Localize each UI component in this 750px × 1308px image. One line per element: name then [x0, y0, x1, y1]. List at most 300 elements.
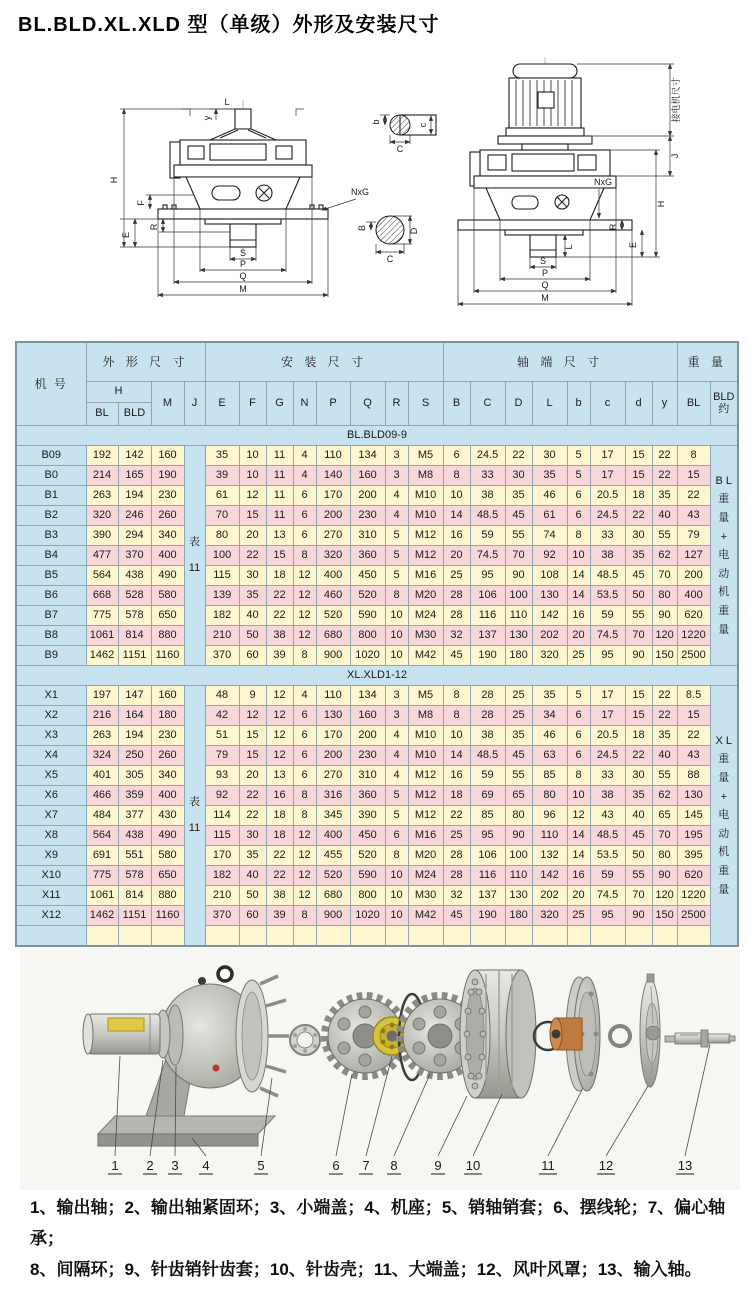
table-cell: 16 — [443, 766, 470, 786]
table-cell: 1160 — [151, 646, 184, 666]
table-weight-note-cell: X L 重 量 + 电 动 机 重 量 — [710, 686, 738, 947]
table-cell — [532, 926, 567, 947]
table-cell: 40 — [239, 606, 266, 626]
table-cell: B0 — [16, 466, 86, 486]
table-cell: 110 — [505, 866, 532, 886]
table-cell: 22 — [266, 846, 293, 866]
dim-label-motor-right: 接电机尺寸 — [671, 77, 681, 123]
table-cell: 1160 — [151, 906, 184, 926]
header-outline-dims: 外 形 尺 寸 — [86, 342, 205, 382]
table-cell: 340 — [151, 526, 184, 546]
table-cell: 466 — [86, 786, 118, 806]
table-row — [16, 566, 738, 586]
table-cell: 30 — [239, 826, 266, 846]
table-cell — [470, 926, 505, 947]
table-cell: 130 — [316, 706, 350, 726]
table-cell: 20 — [443, 546, 470, 566]
table-cell: 108 — [532, 566, 567, 586]
header-b: B — [443, 382, 470, 426]
header-f: F — [239, 382, 266, 426]
table-cell: 320 — [532, 906, 567, 926]
dim-label-q-right: Q — [541, 280, 549, 290]
table-cell: 35 — [625, 546, 652, 566]
dim-label-q-left: Q — [239, 271, 247, 281]
table-cell: 270 — [316, 766, 350, 786]
table-cell: 12 — [239, 706, 266, 726]
table-cell: M42 — [408, 906, 443, 926]
table-cell: 5 — [385, 786, 408, 806]
part-number-10: 10 — [465, 1158, 481, 1173]
table-cell: 202 — [532, 886, 567, 906]
table-cell: 50 — [239, 886, 266, 906]
table-cell — [316, 926, 350, 947]
table-cell: 18 — [625, 726, 652, 746]
part-bearing — [290, 1025, 320, 1055]
table-cell: 5 — [567, 466, 590, 486]
dim-label-d-cap: D — [409, 227, 419, 235]
table-cell: 28 — [470, 686, 505, 706]
table-cell: 10 — [385, 866, 408, 886]
table-cell: 15 — [625, 466, 652, 486]
table-cell: 28 — [443, 586, 470, 606]
table-cell: 230 — [350, 746, 385, 766]
table-cell: M12 — [408, 766, 443, 786]
table-cell: 170 — [316, 486, 350, 506]
table-cell: 400 — [316, 566, 350, 586]
table-row — [16, 706, 738, 726]
table-j-note-cell: 表 11 — [184, 686, 205, 947]
table-cell: 16 — [443, 526, 470, 546]
table-cell: M8 — [408, 466, 443, 486]
table-cell: 800 — [350, 886, 385, 906]
table-cell: 900 — [316, 906, 350, 926]
dim-label-l-left: L — [224, 97, 230, 107]
table-cell: 800 — [350, 626, 385, 646]
table-cell: 100 — [505, 586, 532, 606]
table-cell: 69 — [470, 786, 505, 806]
table-row — [16, 926, 738, 947]
table-cell: 310 — [350, 766, 385, 786]
table-cell: 48.5 — [470, 506, 505, 526]
table-row — [16, 786, 738, 806]
header-y-lower: y — [652, 382, 677, 426]
table-cell: X4 — [16, 746, 86, 766]
table-cell: 4 — [385, 486, 408, 506]
table-cell: 5 — [567, 446, 590, 466]
table-cell: 10 — [385, 606, 408, 626]
table-cell: 528 — [118, 586, 151, 606]
table-cell: 45 — [443, 906, 470, 926]
table-cell: 8 — [293, 546, 316, 566]
dim-label-m-left: M — [239, 284, 247, 294]
table-cell: 564 — [86, 826, 118, 846]
table-cell: 116 — [470, 606, 505, 626]
table-cell: 35 — [239, 846, 266, 866]
header-weight-bld — [710, 382, 738, 426]
table-cell: 59 — [590, 606, 625, 626]
table-j-note-cell: 表 11 — [184, 446, 205, 666]
table-cell: 197 — [86, 686, 118, 706]
table-cell: 194 — [118, 726, 151, 746]
table-cell: 35 — [532, 466, 567, 486]
table-cell: 142 — [118, 446, 151, 466]
gearbox-drawing-right — [458, 57, 681, 306]
table-cell: 110 — [505, 606, 532, 626]
table-cell: 13 — [266, 766, 293, 786]
table-cell: 310 — [350, 526, 385, 546]
table-cell — [16, 926, 86, 947]
header-m: M — [151, 382, 184, 426]
table-cell: 6 — [443, 446, 470, 466]
table-cell: 142 — [532, 866, 567, 886]
dim-label-h-left: H — [109, 176, 119, 184]
table-cell: 61 — [205, 486, 239, 506]
table-cell: 139 — [205, 586, 239, 606]
table-row — [16, 686, 738, 706]
header-mounting-dims: 安 装 尺 寸 — [205, 342, 443, 382]
table-cell: 10 — [385, 626, 408, 646]
table-cell: 142 — [532, 606, 567, 626]
table-cell: 200 — [316, 746, 350, 766]
table-cell: 85 — [470, 806, 505, 826]
table-cell: 25 — [443, 566, 470, 586]
table-cell: 775 — [86, 606, 118, 626]
table-cell: 20.5 — [590, 486, 625, 506]
header-b-lower: b — [567, 382, 590, 426]
table-cell: 28 — [443, 846, 470, 866]
header-p: P — [316, 382, 350, 426]
table-cell: 22 — [266, 866, 293, 886]
table-cell: 59 — [470, 526, 505, 546]
table-cell — [86, 926, 118, 947]
table-cell: 59 — [470, 766, 505, 786]
table-cell: 43 — [677, 506, 710, 526]
table-cell: 22 — [266, 606, 293, 626]
table-cell: M12 — [408, 806, 443, 826]
table-cell: 1220 — [677, 626, 710, 646]
table-cell: 22 — [625, 506, 652, 526]
table-cell: 62 — [652, 546, 677, 566]
table-cell: 22 — [239, 806, 266, 826]
table-cell: 74 — [532, 526, 567, 546]
table-cell: 450 — [350, 826, 385, 846]
table-cell: 200 — [350, 486, 385, 506]
part-number-8: 8 — [390, 1158, 398, 1173]
table-cell: 30 — [239, 566, 266, 586]
shaft-key-detail-top — [371, 115, 436, 154]
table-row — [16, 526, 738, 546]
table-cell: 12 — [266, 746, 293, 766]
table-cell: 53.5 — [590, 846, 625, 866]
table-cell: 8.5 — [677, 686, 710, 706]
table-cell: 24.5 — [590, 506, 625, 526]
table-cell: 5 — [385, 566, 408, 586]
table-cell: 1020 — [350, 906, 385, 926]
table-cell: 20 — [239, 526, 266, 546]
table-cell: 320 — [316, 546, 350, 566]
table-cell: 182 — [205, 866, 239, 886]
table-cell: 28 — [470, 706, 505, 726]
table-cell: 6 — [567, 506, 590, 526]
table-cell: 316 — [316, 786, 350, 806]
table-row — [16, 806, 738, 826]
table-cell: 115 — [205, 826, 239, 846]
table-cell: 90 — [652, 866, 677, 886]
dimensions-table — [15, 341, 739, 947]
table-cell: 263 — [86, 726, 118, 746]
table-cell: 24.5 — [590, 746, 625, 766]
table-cell: 20 — [567, 886, 590, 906]
table-cell: 305 — [118, 766, 151, 786]
part-number-4: 4 — [202, 1158, 210, 1173]
table-cell: 340 — [151, 766, 184, 786]
table-cell: 90 — [505, 566, 532, 586]
table-cell: 145 — [677, 806, 710, 826]
table-cell: 90 — [652, 606, 677, 626]
table-cell — [205, 926, 239, 947]
table-cell: 65 — [652, 806, 677, 826]
table-cell: M12 — [408, 546, 443, 566]
table-weight-note-cell: B L 重 量 + 电 动 机 重 量 — [710, 446, 738, 666]
table-cell: 65 — [505, 786, 532, 806]
table-cell: 43 — [590, 806, 625, 826]
header-c-lower: c — [590, 382, 625, 426]
header-l: L — [532, 382, 567, 426]
end-cover-hub — [550, 1018, 582, 1050]
table-cell: 92 — [532, 546, 567, 566]
table-cell: 490 — [151, 826, 184, 846]
table-cell: 130 — [505, 626, 532, 646]
table-cell: 15 — [625, 686, 652, 706]
table-cell: 32 — [443, 886, 470, 906]
table-cell: 520 — [350, 846, 385, 866]
table-row — [16, 646, 738, 666]
table-cell: 150 — [652, 646, 677, 666]
table-cell: 10 — [443, 726, 470, 746]
table-cell: 39 — [266, 646, 293, 666]
table-cell: 38 — [266, 626, 293, 646]
table-cell: 55 — [652, 766, 677, 786]
table-row — [16, 466, 738, 486]
table-cell: 20 — [239, 766, 266, 786]
table-cell: 35 — [652, 726, 677, 746]
table-cell: 35 — [505, 486, 532, 506]
table-cell: X8 — [16, 826, 86, 846]
table-cell: 25 — [567, 906, 590, 926]
table-cell: 25 — [505, 706, 532, 726]
table-cell: 4 — [385, 726, 408, 746]
table-cell: 25 — [505, 686, 532, 706]
table-cell: 484 — [86, 806, 118, 826]
table-cell: 270 — [316, 526, 350, 546]
header-c: C — [470, 382, 505, 426]
header-n: N — [293, 382, 316, 426]
part-number-12: 12 — [598, 1158, 614, 1173]
table-cell: B2 — [16, 506, 86, 526]
table-cell: M10 — [408, 506, 443, 526]
table-section-label: BL.BLD09-9 — [16, 426, 738, 446]
table-cell: 360 — [350, 546, 385, 566]
table-cell: 80 — [505, 806, 532, 826]
table-section-row — [16, 426, 738, 446]
table-cell: 1462 — [86, 646, 118, 666]
table-cell: 182 — [205, 606, 239, 626]
header-weight-bld-line1: BLD — [713, 390, 735, 403]
table-cell: 33 — [590, 526, 625, 546]
table-cell: 260 — [151, 746, 184, 766]
table-cell: 12 — [293, 566, 316, 586]
table-cell: 95 — [590, 906, 625, 926]
table-row — [16, 826, 738, 846]
table-cell: 10 — [239, 446, 266, 466]
table-cell: 190 — [470, 906, 505, 926]
table-cell: B4 — [16, 546, 86, 566]
table-cell: 490 — [151, 566, 184, 586]
dimension-drawings — [60, 52, 740, 337]
dim-label-e-right: E — [628, 241, 638, 249]
header-h: H — [86, 382, 151, 403]
table-cell: 3 — [385, 446, 408, 466]
table-cell: 28 — [443, 866, 470, 886]
table-cell — [567, 926, 590, 947]
table-cell: 18 — [266, 566, 293, 586]
table-cell: 1462 — [86, 906, 118, 926]
table-row — [16, 486, 738, 506]
table-cell: 460 — [316, 586, 350, 606]
table-cell: 5 — [385, 526, 408, 546]
table-cell: 114 — [205, 806, 239, 826]
table-cell: 10 — [567, 546, 590, 566]
table-cell: 25 — [443, 826, 470, 846]
table-cell: 8 — [567, 766, 590, 786]
table-cell: 39 — [266, 906, 293, 926]
table-cell: 134 — [350, 446, 385, 466]
table-cell: X1 — [16, 686, 86, 706]
table-row — [16, 766, 738, 786]
table-cell: X3 — [16, 726, 86, 746]
dim-label-nxg-right: NxG — [594, 177, 612, 187]
table-cell: 70 — [205, 506, 239, 526]
table-row — [16, 846, 738, 866]
table-cell: 401 — [86, 766, 118, 786]
part-number-9: 9 — [434, 1158, 442, 1173]
table-cell: 40 — [239, 866, 266, 886]
table-cell: 160 — [350, 466, 385, 486]
table-cell: B3 — [16, 526, 86, 546]
part-number-1: 1 — [111, 1158, 119, 1173]
exploded-view-photo — [20, 948, 740, 1190]
dim-label-cc-bottom: C — [386, 254, 394, 264]
table-cell: 35 — [625, 786, 652, 806]
table-cell: 2500 — [677, 906, 710, 926]
table-cell: 46 — [532, 486, 567, 506]
table-cell: B6 — [16, 586, 86, 606]
table-cell: 38 — [470, 486, 505, 506]
table-cell: 578 — [118, 606, 151, 626]
table-cell: 10 — [385, 906, 408, 926]
table-cell: 3 — [385, 706, 408, 726]
table-cell: 45 — [505, 746, 532, 766]
table-cell: M20 — [408, 586, 443, 606]
table-cell: 15 — [266, 546, 293, 566]
table-cell: 210 — [205, 626, 239, 646]
table-cell: 16 — [266, 786, 293, 806]
table-cell: 110 — [316, 686, 350, 706]
table-cell: 578 — [118, 866, 151, 886]
table-cell: 8 — [677, 446, 710, 466]
part-number-13: 13 — [677, 1158, 693, 1173]
table-cell: 455 — [316, 846, 350, 866]
table-cell: 6 — [385, 826, 408, 846]
table-cell: 74.5 — [470, 546, 505, 566]
table-cell: 51 — [205, 726, 239, 746]
table-cell: 28 — [443, 606, 470, 626]
table-row — [16, 446, 738, 466]
table-cell: 650 — [151, 866, 184, 886]
table-cell: 6 — [567, 486, 590, 506]
part-number-11: 11 — [541, 1158, 555, 1173]
table-cell: X7 — [16, 806, 86, 826]
table-cell: 6 — [293, 526, 316, 546]
table-cell: 430 — [151, 806, 184, 826]
table-cell: 170 — [316, 726, 350, 746]
table-cell: 900 — [316, 646, 350, 666]
table-cell: 814 — [118, 626, 151, 646]
table-cell: M24 — [408, 606, 443, 626]
table-row — [16, 586, 738, 606]
table-cell: 6 — [293, 766, 316, 786]
table-cell: 5 — [385, 546, 408, 566]
table-cell: 45 — [625, 826, 652, 846]
table-cell: 8 — [293, 786, 316, 806]
part-number-5: 5 — [257, 1158, 265, 1173]
table-cell: 160 — [350, 706, 385, 726]
table-cell: 200 — [316, 506, 350, 526]
table-cell: 6 — [567, 746, 590, 766]
table-cell: 24.5 — [470, 446, 505, 466]
table-cell: 520 — [316, 606, 350, 626]
table-cell: M16 — [408, 826, 443, 846]
table-cell: X10 — [16, 866, 86, 886]
table-cell: 30 — [505, 466, 532, 486]
table-cell: 880 — [151, 886, 184, 906]
table-cell: 775 — [86, 866, 118, 886]
table-cell: 294 — [118, 526, 151, 546]
table-cell: M5 — [408, 446, 443, 466]
oil-sight-icon — [213, 1065, 220, 1072]
shaft-key-detail-bottom — [357, 216, 419, 264]
table-cell: 12 — [293, 626, 316, 646]
table-cell: M30 — [408, 626, 443, 646]
table-cell: 13 — [266, 526, 293, 546]
table-cell: 80 — [205, 526, 239, 546]
gearbox-drawing-left — [109, 97, 369, 297]
table-cell: 55 — [652, 526, 677, 546]
table-cell: 580 — [151, 846, 184, 866]
table-cell: 12 — [239, 486, 266, 506]
table-cell: 15 — [677, 466, 710, 486]
table-cell — [443, 926, 470, 947]
table-cell: 62 — [652, 786, 677, 806]
table-cell: 5 — [567, 686, 590, 706]
table-cell: 450 — [350, 566, 385, 586]
table-row — [16, 626, 738, 646]
table-cell: 70 — [652, 566, 677, 586]
table-cell: B8 — [16, 626, 86, 646]
table-cell: 14 — [567, 826, 590, 846]
header-d-lower: d — [625, 382, 652, 426]
table-cell: 100 — [505, 846, 532, 866]
